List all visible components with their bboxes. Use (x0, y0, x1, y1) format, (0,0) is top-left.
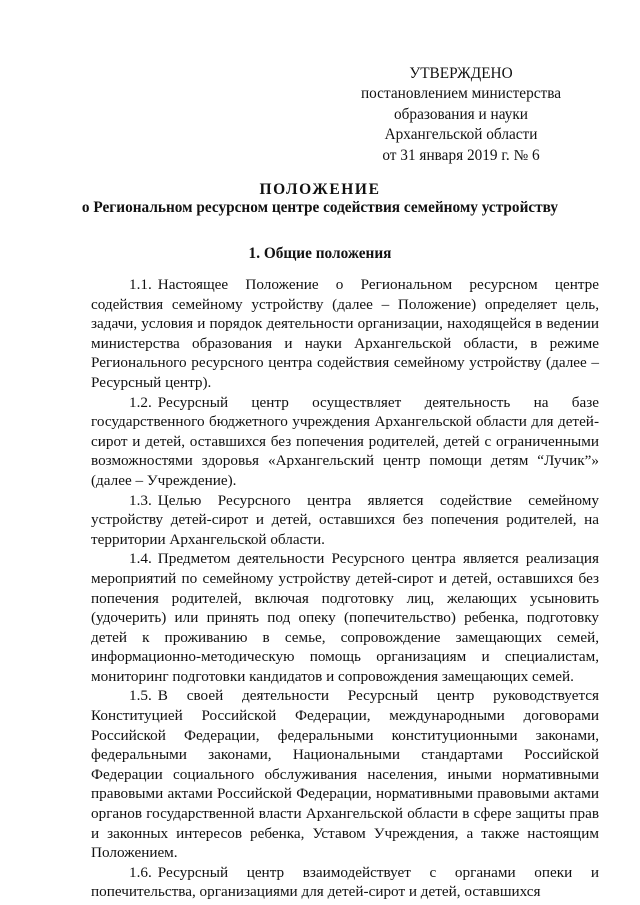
approval-heading: УТВЕРЖДЕНО (409, 65, 513, 82)
paragraph-1-1 (91, 275, 599, 393)
paragraph-text: Ресурсный центр взаимодействует с органами опеки и попечительства, организациями для детей-сирот и детей, оставшихся (91, 863, 599, 901)
paragraph-text: Предметом деятельности Ресурсного центра является реализация мероприятий по семейному устройству детей-сирот и детей, оставшихся без попечения родителей, включая подготовку лиц, желающих усыновить (удочерить) или принять под опеку (попечительство) ребенка, подготовку детей к проживанию в семье, сопровождение замещающих семей, информационно-методическую помощь организациям и специалистам, мониторинг подготовки кандидатов и сопровождения замещающих семей. (91, 550, 599, 685)
paragraph-number: 1.4. (129, 550, 152, 568)
approval-line: Архангельской области (384, 126, 538, 144)
paragraph-number: 1.2. (129, 393, 152, 411)
paragraph-1-4 (91, 549, 599, 686)
section-body (91, 275, 599, 902)
paragraph-text: Целью Ресурсного центра является содействие семейному устройству детей-сирот и детей, оставшихся без попечения родителей, на территории Архангельской области. (91, 491, 599, 548)
approval-line: образования и науки (394, 105, 528, 123)
paragraph-text: Настоящее Положение о Региональном ресурсном центре содействия семейному устройству (далее – Положение) определяет цель, задачи, условия и порядок деятельности организации, находящейся в ведении министерства образования и науки Архангельской области, в режиме Регионального ресурсного центра содействия семейному устройству (далее – Ресурсный центр). (91, 276, 599, 391)
document-title: ПОЛОЖЕНИЕ (259, 181, 381, 198)
paragraph-1-2 (91, 393, 599, 491)
approval-line: постановлением министерства (360, 85, 562, 103)
paragraph-number: 1.6. (129, 863, 152, 881)
paragraph-number: 1.1. (129, 276, 152, 293)
paragraph-1-3 (91, 491, 599, 550)
paragraph-number: 1.3. (129, 491, 152, 509)
paragraph-text: В своей деятельности Ресурсный центр руководствуется Конституцией Российской Федерации, международными договорами Российской Федерации, федеральными конституционными законами, федеральными законами, Национальными стандартами Российской Федерации социального обслуживания населения, иными нормативными правовыми актами Российской Федерации, нормативными правовыми актами органов государственной власти Архангельской области в сфере защиты прав и законных интересов ребенка, Уставом Учреждения, а также настоящим Положением. (91, 687, 599, 862)
approval-stamp (338, 64, 584, 166)
section-heading: 1. Общие положения (248, 245, 392, 262)
paragraph-1-5 (91, 686, 599, 862)
paragraph-text: Ресурсный центр осуществляет деятельность на базе государственного бюджетного учреждения Архангельской области для детей-сирот и детей, оставшихся без попечения родителей, детей с ограниченными возможностями здоровья «Архангельский центр помощи детям “Лучик”» (далее – Учреждение). (91, 393, 599, 489)
approval-date: от 31 января 2019 г. № 6 (382, 146, 540, 164)
document-subtitle: о Региональном ресурсном центре содействия семейному устройству (81, 199, 559, 216)
paragraph-1-6 (91, 863, 599, 902)
paragraph-number: 1.5. (129, 687, 152, 705)
